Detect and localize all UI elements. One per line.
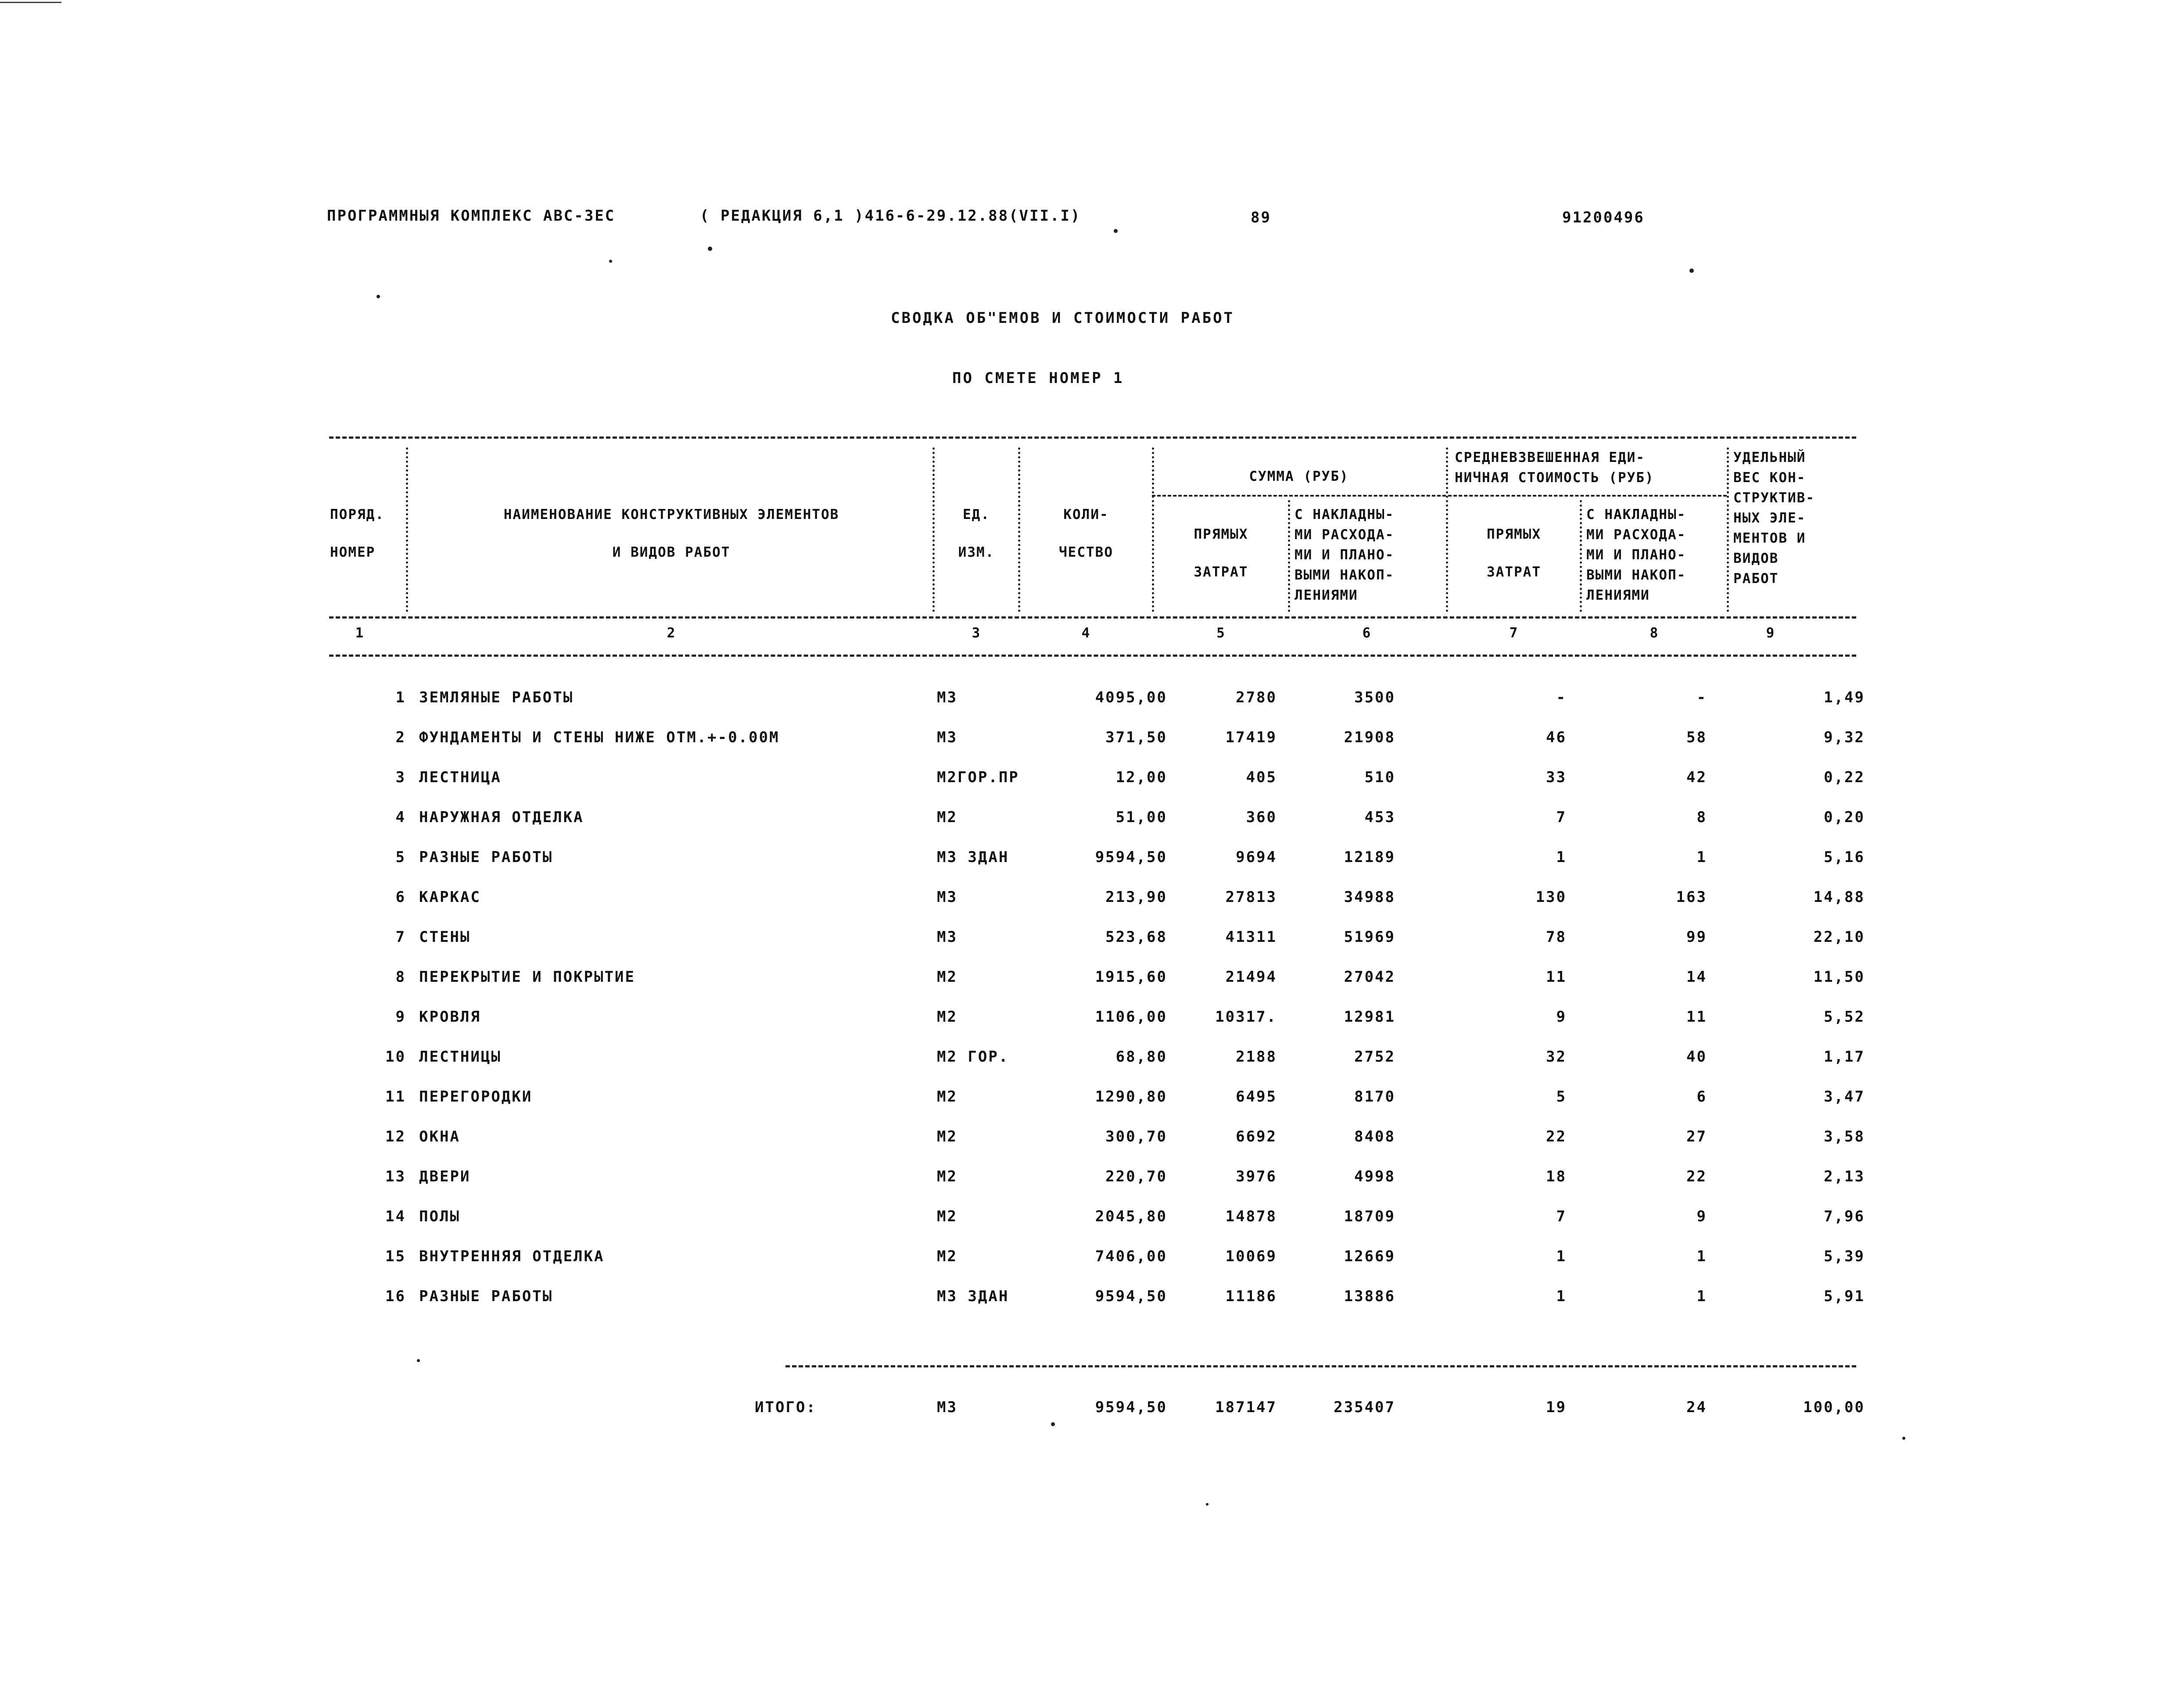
row-name: КРОВЛЯ (419, 1008, 481, 1026)
row-share: 3,58 (1824, 1128, 1865, 1145)
row-quantity: 9594,50 (1095, 848, 1167, 866)
row-unit: М2 (937, 1008, 958, 1026)
row-number: 7 (395, 928, 406, 946)
row-share: 9,32 (1824, 729, 1865, 746)
row-direct-cost: 360 (1246, 809, 1277, 826)
row-unit-overhead: 6 (1696, 1088, 1707, 1106)
row-unit: М3 (937, 689, 958, 706)
row-unit: М3 ЗДАН (937, 848, 1009, 866)
row-name: ЛЕСТНИЦЫ (419, 1048, 502, 1066)
row-unit-overhead: 8 (1696, 809, 1707, 826)
row-quantity: 12,00 (1115, 769, 1167, 786)
row-unit: М2 (937, 968, 958, 986)
row-name: РАЗНЫЕ РАБОТЫ (419, 1288, 553, 1305)
row-unit-direct: 18 (1546, 1168, 1567, 1185)
row-overhead-cost: 27042 (1344, 968, 1395, 986)
scan-speck (1689, 268, 1694, 273)
row-number: 16 (385, 1288, 406, 1305)
row-name: СТЕНЫ (419, 928, 471, 946)
row-overhead-cost: 21908 (1344, 729, 1395, 746)
row-overhead-cost: 34988 (1344, 888, 1395, 906)
row-direct-cost: 41311 (1225, 928, 1277, 946)
row-share: 1,17 (1824, 1048, 1865, 1066)
row-unit-direct: 1 (1556, 1248, 1567, 1265)
page-subtitle: ПО СМЕТЕ НОМЕР 1 (952, 369, 1124, 387)
row-share: 5,52 (1824, 1008, 1865, 1026)
row-unit-direct: 78 (1546, 928, 1567, 946)
row-share: 5,39 (1824, 1248, 1865, 1265)
row-name: КАРКАС (419, 888, 481, 906)
row-unit-overhead: 42 (1686, 769, 1707, 786)
row-unit-overhead: 11 (1686, 1008, 1707, 1026)
row-unit: М2 (937, 809, 958, 826)
row-quantity: 51,00 (1115, 809, 1167, 826)
row-unit-overhead: 9 (1696, 1208, 1707, 1225)
row-direct-cost: 10069 (1225, 1248, 1277, 1265)
row-unit: М2 (937, 1208, 958, 1225)
col-number: 1 (355, 625, 365, 641)
row-quantity: 300,70 (1105, 1128, 1167, 1145)
row-quantity: 371,50 (1105, 729, 1167, 746)
row-unit-direct: 1 (1556, 1288, 1567, 1305)
header-sub-rule-sum (1152, 495, 1446, 497)
row-number: 15 (385, 1248, 406, 1265)
scan-speck (1902, 1437, 1905, 1440)
row-name: ЛЕСТНИЦА (419, 769, 502, 786)
row-unit: М3 (937, 888, 958, 906)
col-header-overhead: С НАКЛАДНЫ- МИ РАСХОДА- МИ И ПЛАНО- ВЫМИ НАКОП- ЛЕНИЯМИ (1295, 507, 1395, 603)
row-unit: М2 (937, 1128, 958, 1145)
row-unit-overhead: 40 (1686, 1048, 1707, 1066)
col-number: 8 (1650, 625, 1659, 641)
row-name: ПОЛЫ (419, 1208, 460, 1225)
row-quantity: 2045,80 (1095, 1208, 1167, 1225)
row-unit-direct: 33 (1546, 769, 1567, 786)
col-separator (1446, 447, 1448, 612)
total-rule (785, 1365, 1856, 1367)
row-number: 5 (395, 848, 406, 866)
row-overhead-cost: 12189 (1344, 848, 1395, 866)
row-direct-cost: 10317. (1215, 1008, 1277, 1026)
row-number: 14 (385, 1208, 406, 1225)
row-share: 0,20 (1824, 809, 1865, 826)
col-number: 6 (1362, 625, 1372, 641)
row-unit-direct: 46 (1546, 729, 1567, 746)
row-name: ПЕРЕГОРОДКИ (419, 1088, 533, 1106)
row-number: 8 (395, 968, 406, 986)
col-header-unit: ЕД. ИЗМ. (958, 507, 995, 560)
scan-speck (417, 1359, 420, 1362)
row-number: 2 (395, 729, 406, 746)
row-number: 12 (385, 1128, 406, 1145)
row-quantity: 523,68 (1105, 928, 1167, 946)
row-unit-overhead: 1 (1696, 1248, 1707, 1265)
col-separator (1727, 447, 1729, 612)
scan-mark (0, 2, 61, 3)
row-unit-overhead: 163 (1676, 888, 1707, 906)
row-unit: М2 (937, 1248, 958, 1265)
row-number: 3 (395, 769, 406, 786)
page-number: 89 (1251, 209, 1271, 226)
row-name: НАРУЖНАЯ ОТДЕЛКА (419, 809, 584, 826)
header-sub-rule-avg (1448, 495, 1727, 497)
col-separator (1580, 500, 1582, 612)
row-overhead-cost: 3500 (1354, 689, 1395, 706)
row-quantity: 7406,00 (1095, 1248, 1167, 1265)
row-overhead-cost: 8408 (1354, 1128, 1395, 1145)
row-unit-direct: 22 (1546, 1128, 1567, 1145)
row-name: ВНУТРЕННЯЯ ОТДЕЛКА (419, 1248, 605, 1265)
total-quantity: 9594,50 (1095, 1399, 1167, 1416)
program-name: ПРОГРАММНЫЯ КОМПЛЕКС АВС-3ЕС (327, 207, 616, 225)
row-overhead-cost: 8170 (1354, 1088, 1395, 1106)
total-unit-overhead: 24 (1686, 1399, 1707, 1416)
row-share: 11,50 (1813, 968, 1865, 986)
row-unit: М3 (937, 928, 958, 946)
scan-speck (1114, 229, 1118, 233)
row-quantity: 213,90 (1105, 888, 1167, 906)
row-direct-cost: 14878 (1225, 1208, 1277, 1225)
row-name: ДВЕРИ (419, 1168, 471, 1185)
row-unit-direct: 130 (1535, 888, 1567, 906)
row-quantity: 1915,60 (1095, 968, 1167, 986)
row-unit-direct: 7 (1556, 809, 1567, 826)
row-overhead-cost: 2752 (1354, 1048, 1395, 1066)
col-separator (1018, 447, 1020, 612)
document-code: 91200496 (1562, 209, 1645, 226)
row-unit-direct: - (1556, 689, 1567, 706)
col-header-quantity: КОЛИ- ЧЕСТВО (1059, 507, 1113, 560)
row-name: ОКНА (419, 1128, 460, 1145)
row-name: ЗЕМЛЯНЫЕ РАБОТЫ (419, 689, 574, 706)
total-label: ИТОГО: (755, 1399, 817, 1416)
row-unit-direct: 5 (1556, 1088, 1567, 1106)
col-number: 3 (972, 625, 981, 641)
row-number: 4 (395, 809, 406, 826)
col-header-order: ПОРЯД. НОМЕР (330, 507, 384, 560)
row-direct-cost: 405 (1246, 769, 1277, 786)
row-name: ПЕРЕКРЫТИЕ И ПОКРЫТИЕ (419, 968, 635, 986)
row-overhead-cost: 12981 (1344, 1008, 1395, 1026)
row-direct-cost: 6495 (1236, 1088, 1277, 1106)
row-unit-direct: 7 (1556, 1208, 1567, 1225)
row-direct-cost: 11186 (1225, 1288, 1277, 1305)
scan-speck (1206, 1503, 1209, 1506)
row-unit-direct: 11 (1546, 968, 1567, 986)
row-number: 1 (395, 689, 406, 706)
col-header-sum-group: СУММА (РУБ) (1249, 469, 1349, 484)
total-overhead: 235407 (1334, 1399, 1395, 1416)
row-quantity: 220,70 (1105, 1168, 1167, 1185)
row-direct-cost: 9694 (1236, 848, 1277, 866)
col-number: 4 (1081, 625, 1091, 641)
scan-speck (708, 247, 712, 251)
col-header-name: НАИМЕНОВАНИЕ КОНСТРУКТИВНЫХ ЭЛЕМЕНТОВ И ВИДОВ РАБОТ (503, 507, 839, 560)
row-direct-cost: 21494 (1225, 968, 1277, 986)
row-share: 5,91 (1824, 1288, 1865, 1305)
col-header-share: УДЕЛЬНЫЙ ВЕС КОН- СТРУКТИВ- НЫХ ЭЛЕ- МЕНТОВ И ВИДОВ РАБОТ (1733, 450, 1815, 587)
row-share: 14,88 (1813, 888, 1865, 906)
row-unit-direct: 1 (1556, 848, 1567, 866)
row-direct-cost: 17419 (1225, 729, 1277, 746)
col-header-unit-overhead: С НАКЛАДНЫ- МИ РАСХОДА- МИ И ПЛАНО- ВЫМИ НАКОП- ЛЕНИЯМИ (1586, 507, 1686, 603)
row-unit-overhead: - (1696, 689, 1707, 706)
row-unit-overhead: 1 (1696, 1288, 1707, 1305)
col-header-avg-group: СРЕДНЕВЗВЕШЕННАЯ ЕДИ- НИЧНАЯ СТОИМОСТЬ (РУБ) (1455, 450, 1654, 486)
col-number: 2 (667, 625, 676, 641)
col-separator (1288, 500, 1290, 612)
row-unit-direct: 9 (1556, 1008, 1567, 1026)
row-unit-overhead: 58 (1686, 729, 1707, 746)
row-unit: М2 (937, 1168, 958, 1185)
scan-speck (377, 295, 380, 298)
row-unit-direct: 32 (1546, 1048, 1567, 1066)
edition-info: ( РЕДАКЦИЯ 6,1 )416-6-29.12.88(VII.I) (700, 207, 1081, 225)
scan-speck (609, 260, 612, 263)
row-direct-cost: 3976 (1236, 1168, 1277, 1185)
row-unit: М3 ЗДАН (937, 1288, 1009, 1305)
row-overhead-cost: 18709 (1344, 1208, 1395, 1225)
row-overhead-cost: 510 (1364, 769, 1395, 786)
row-unit-overhead: 14 (1686, 968, 1707, 986)
row-share: 22,10 (1813, 928, 1865, 946)
row-unit-overhead: 99 (1686, 928, 1707, 946)
row-direct-cost: 6692 (1236, 1128, 1277, 1145)
row-quantity: 68,80 (1115, 1048, 1167, 1066)
row-quantity: 4095,00 (1095, 689, 1167, 706)
col-number: 5 (1216, 625, 1226, 641)
row-name: РАЗНЫЕ РАБОТЫ (419, 848, 553, 866)
header-top-rule (329, 436, 1856, 439)
total-unit-direct: 19 (1546, 1399, 1567, 1416)
col-header-unit-direct: ПРЯМЫХ ЗАТРАТ (1487, 526, 1541, 580)
col-number: 9 (1766, 625, 1775, 641)
col-separator (932, 447, 935, 612)
row-share: 5,16 (1824, 848, 1865, 866)
row-quantity: 1290,80 (1095, 1088, 1167, 1106)
col-number: 7 (1509, 625, 1519, 641)
total-direct: 187147 (1215, 1399, 1277, 1416)
row-name: ФУНДАМЕНТЫ И СТЕНЫ НИЖЕ ОТМ.+-0.00М (419, 729, 780, 746)
col-separator (1152, 447, 1154, 612)
row-share: 7,96 (1824, 1208, 1865, 1225)
row-overhead-cost: 12669 (1344, 1248, 1395, 1265)
row-number: 9 (395, 1008, 406, 1026)
row-unit: М3 (937, 729, 958, 746)
row-number: 10 (385, 1048, 406, 1066)
row-quantity: 1106,00 (1095, 1008, 1167, 1026)
row-direct-cost: 2780 (1236, 689, 1277, 706)
header-bottom-rule (329, 655, 1856, 657)
row-share: 2,13 (1824, 1168, 1865, 1185)
row-overhead-cost: 51969 (1344, 928, 1395, 946)
col-separator (406, 447, 408, 612)
row-direct-cost: 2188 (1236, 1048, 1277, 1066)
col-header-direct: ПРЯМЫХ ЗАТРАТ (1194, 526, 1248, 580)
row-unit-overhead: 1 (1696, 848, 1707, 866)
row-quantity: 9594,50 (1095, 1288, 1167, 1305)
row-number: 6 (395, 888, 406, 906)
row-overhead-cost: 13886 (1344, 1288, 1395, 1305)
total-unit: М3 (937, 1399, 958, 1416)
total-share: 100,00 (1803, 1399, 1865, 1416)
row-direct-cost: 27813 (1225, 888, 1277, 906)
row-overhead-cost: 4998 (1354, 1168, 1395, 1185)
row-unit: М2 (937, 1088, 958, 1106)
row-unit: М2ГОР.ПР (937, 769, 1019, 786)
row-unit-overhead: 22 (1686, 1168, 1707, 1185)
row-number: 13 (385, 1168, 406, 1185)
row-share: 3,47 (1824, 1088, 1865, 1106)
page-title: СВОДКА ОБ"ЕМОВ И СТОИМОСТИ РАБОТ (891, 309, 1235, 327)
row-overhead-cost: 453 (1364, 809, 1395, 826)
row-share: 0,22 (1824, 769, 1865, 786)
row-share: 1,49 (1824, 689, 1865, 706)
scan-speck (1051, 1422, 1055, 1426)
row-unit: М2 ГОР. (937, 1048, 1009, 1066)
header-mid-rule (329, 616, 1856, 619)
row-number: 11 (385, 1088, 406, 1106)
row-unit-overhead: 27 (1686, 1128, 1707, 1145)
